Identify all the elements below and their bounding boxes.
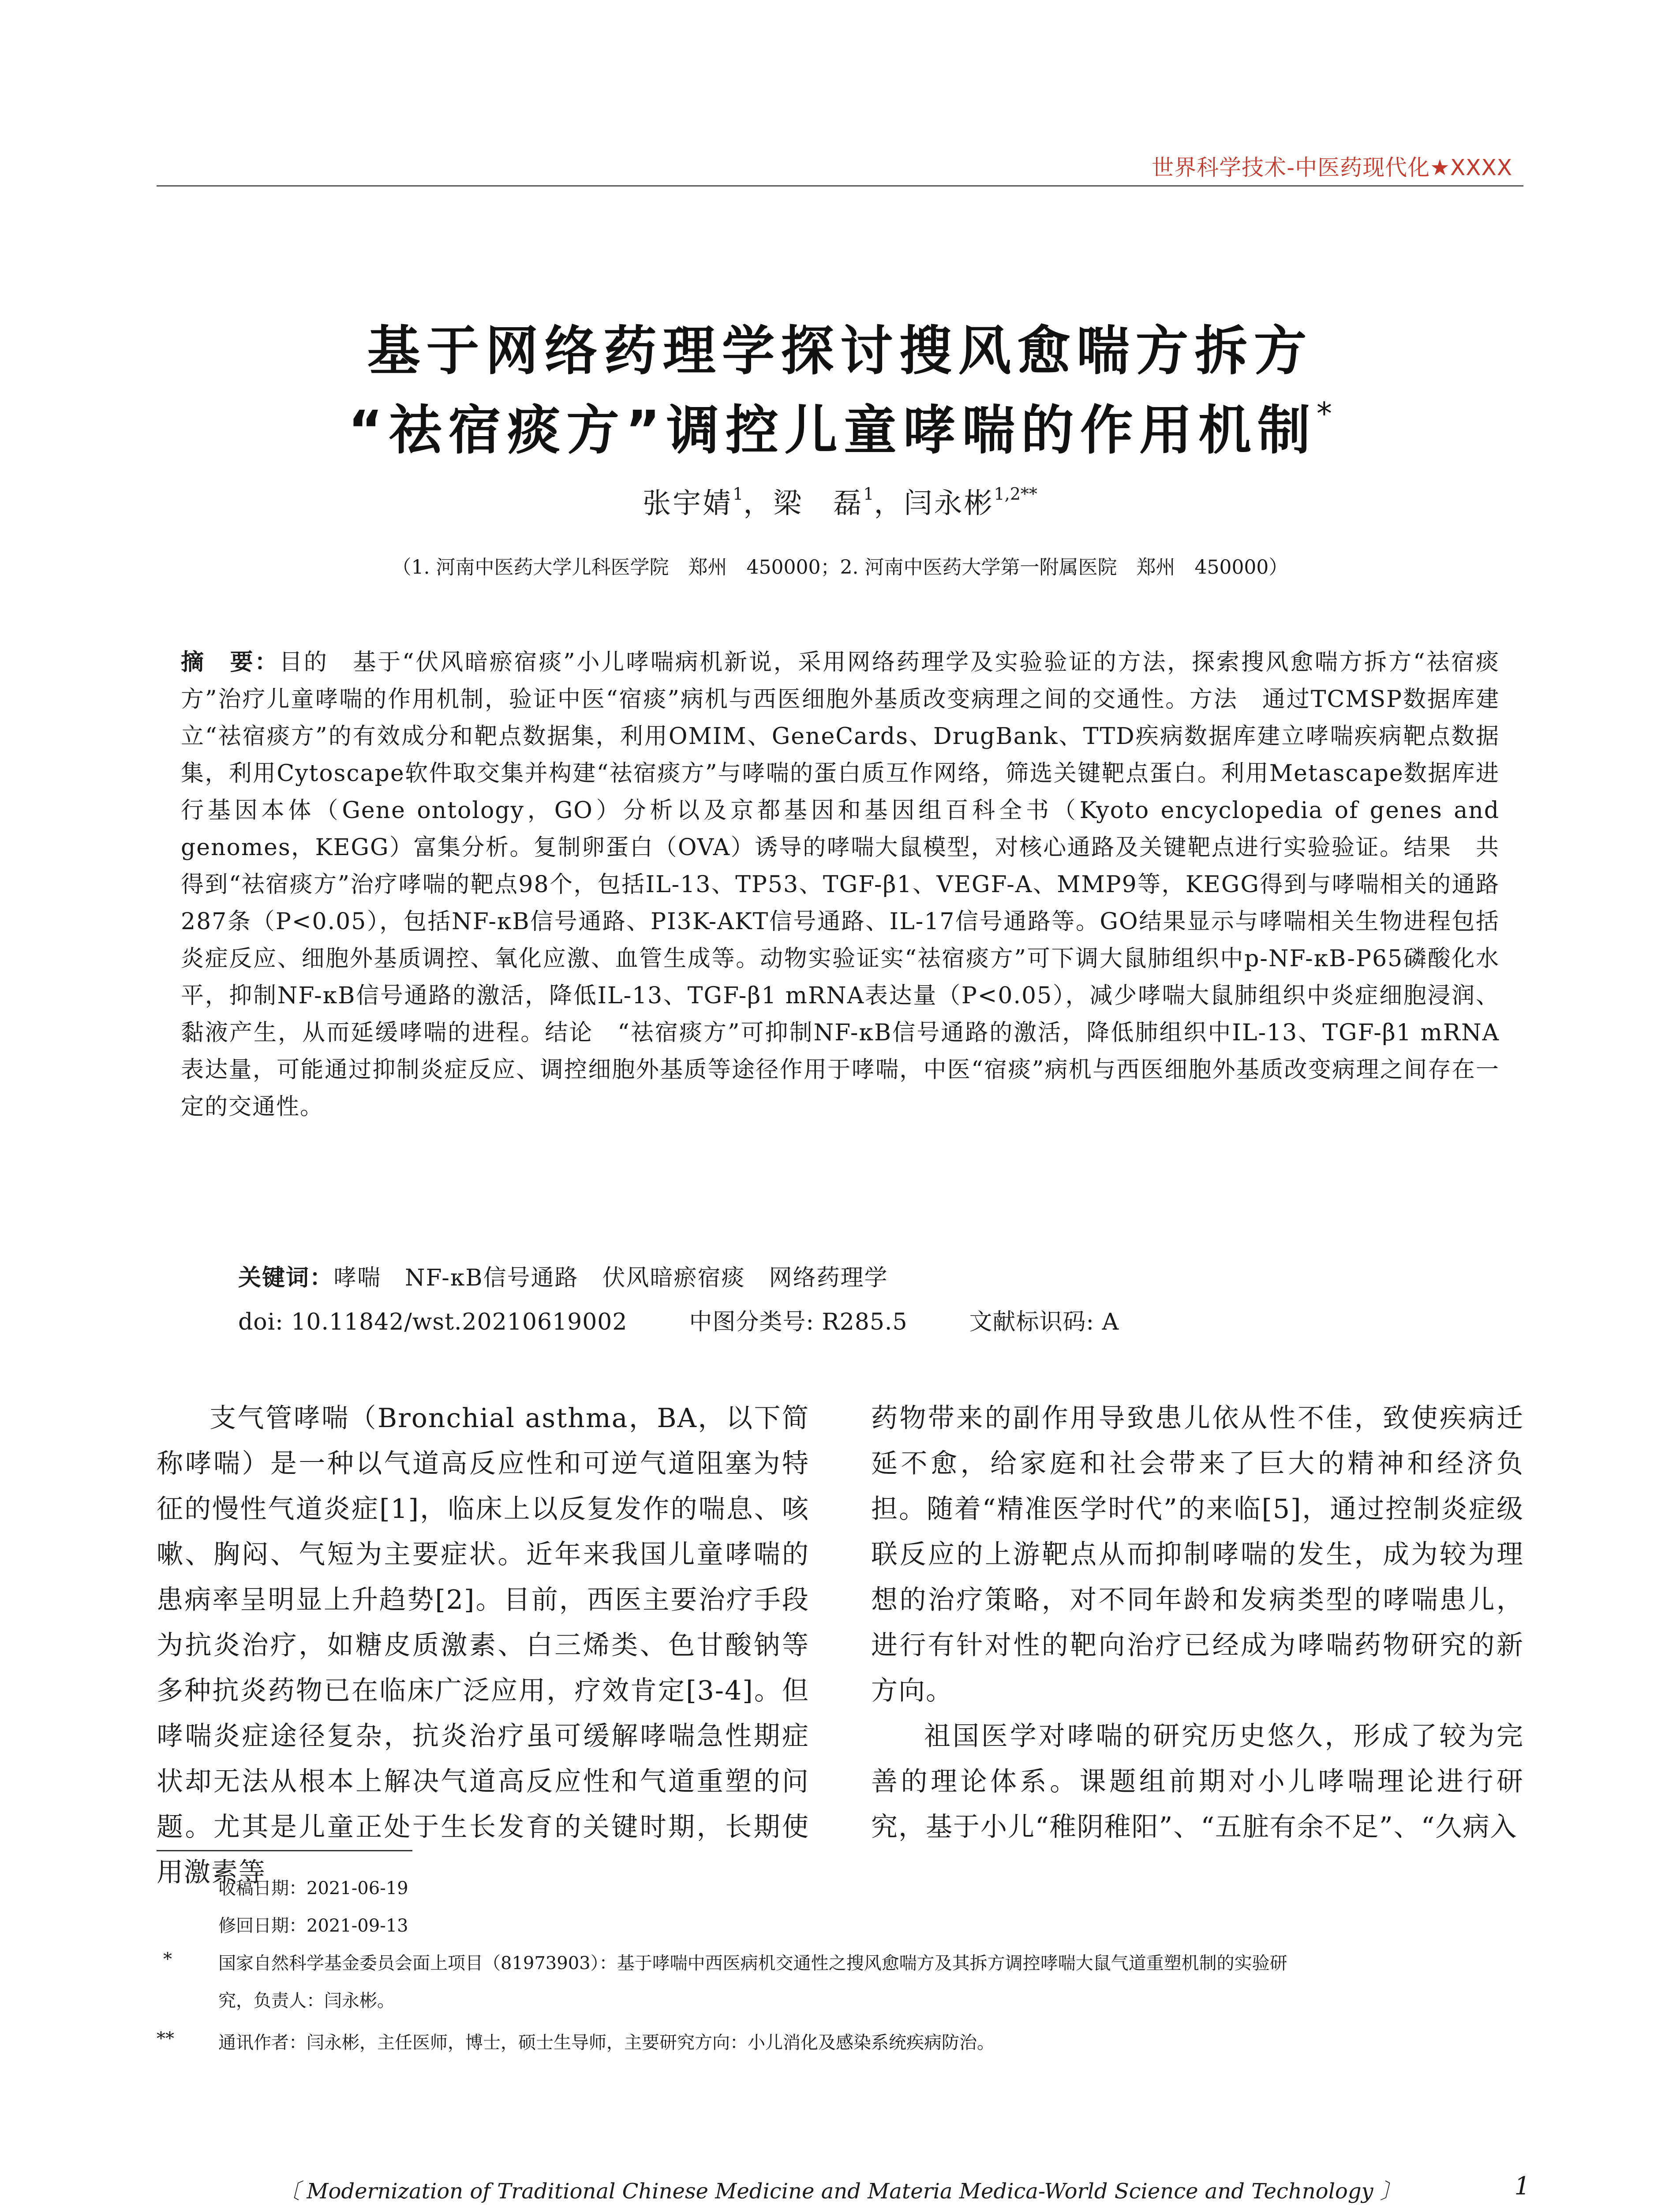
keywords-label: 关键词：: [238, 1265, 334, 1291]
abstract-text: 目的 基于“伏风暗瘀宿痰”小儿哮喘病机新说，采用网络药理学及实验验证的方法，探索搜风愈喘方拆方“祛宿痰方”治疗儿童哮喘的作用机制，验证中医“宿痰”病机与西医细胞外基质改变病理之间的交通性。方法 通过TCMSP数据库建立“祛宿痰方”的有效成分和靶点数据集，利用OMIM、GeneCards、DrugBank、TTD疾病数据库建立哮喘疾病靶点数据集，利用Cytoscape软件取交集并构建“祛宿痰方”与哮喘的蛋白质互作网络，筛选关键靶点蛋白。利用Metascape数据库进行基因本体（Gene ontology，GO）分析以及京都基因和基因组百科全书（Kyoto encyclopedia of genes and genomes，KEGG）富集分析。复制卵蛋白（OVA）诱导的哮喘大鼠模型，对核心通路及关键靶点进行实验验证。结果 共得到“祛宿痰方”治疗哮喘的靶点98个，包括IL-13、TP53、TGF-β1、VEGF-A、MMP9等，KEGG得到与哮喘相关的通路287条（P<0.05），包括NF-κB信号通路、PI3K-AKT信号通路、IL-17信号通路等。GO结果显示与哮喘相关生物进程包括炎症反应、细胞外基质调控、氧化应激、血管生成等。动物实验证实“祛宿痰方”可下调大鼠肺组织中p-NF-κB-P65磷酸化水平，抑制NF-κB信号通路的激活，降低IL-13、TGF-β1 mRNA表达量（P<0.05），减少哮喘大鼠肺组织中炎症细胞浸润、黏液产生，从而延缓哮喘的进程。结论 “祛宿痰方”可抑制NF-κB信号通路的激活，降低肺组织中IL-13、TGF-β1 mRNA表达量，可能通过抑制炎症反应、调控细胞外基质等途径作用于哮喘，中医“宿痰”病机与西医细胞外基质改变病理之间存在一定的交通性。: [181, 649, 1500, 1120]
body-column-left: [157, 1396, 809, 1895]
author-name: 闫永彬: [904, 487, 994, 520]
doi: doi: 10.11842/wst.20210619002: [238, 1309, 628, 1335]
abstract: [181, 644, 1500, 1125]
running-header-journal: 世界科学技术-中医药现代化★XXXX: [1152, 155, 1512, 180]
title-fund-mark: *: [1316, 396, 1332, 432]
page-number: 1: [1514, 2172, 1530, 2201]
body-paragraph: 支气管哮喘（Bronchial asthma，BA，以下简称哮喘）是一种以气道高反应性和可逆气道阻塞为特征的慢性气道炎症[1]，临床上以反复发作的喘息、咳嗽、胸闷、气短为主要症状。近年来我国儿童哮喘的患病率呈明显上升趋势[2]。目前，西医主要治疗手段为抗炎治疗，如糖皮质激素、白三烯类、色甘酸钠等多种抗炎药物已在临床广泛应用，疗效肯定[3-4]。但哮喘炎症途径复杂，抗炎治疗虽可缓解哮喘急性期症状却无法从根本上解决气道高反应性和气道重塑的问题。尤其是儿童正处于生长发育的关键时期，长期使用激素等: [157, 1403, 809, 1888]
clc-number: 中图分类号: R285.5: [689, 1309, 908, 1335]
keywords: [238, 1259, 888, 1292]
author-affil-sup: 1,2**: [994, 484, 1037, 504]
title-line-1: 基于网络药理学探讨搜风愈喘方拆方: [367, 321, 1313, 382]
affiliations: （1. 河南中医药大学儿科医学院 郑州 450000；2. 河南中医药大学第一附属医院 郑州 450000）: [392, 556, 1288, 579]
body-column-right: [871, 1396, 1524, 1850]
author-name: 张宇婧: [643, 487, 733, 520]
footnote-received: 收稿日期：2021-06-19: [218, 1878, 408, 1899]
footer-journal: 〔 Modernization of Traditional Chinese Medicine and Materia Medica-World Science and Technology 〕: [279, 2179, 1401, 2204]
footnote-fund-line-2: 究，负责人：闫永彬。: [218, 1991, 395, 2011]
abstract-label: 摘 要：: [181, 649, 280, 676]
footnote-revised: 修回日期：2021-09-13: [218, 1916, 408, 1936]
title-line-2-text: “祛宿痰方”调控儿童哮喘的作用机制: [348, 400, 1317, 461]
keywords-text: 哮喘 NF-κB信号通路 伏风暗瘀宿痰 网络药理学: [333, 1265, 888, 1291]
title-line-2: [0, 388, 1680, 464]
author-affil-sup: 1: [733, 484, 744, 504]
footnote-fund-line-1: 国家自然科学基金委员会面上项目（81973903）：基于哮喘中西医病机交通性之搜风愈喘方及其拆方调控哮喘大鼠气道重塑机制的实验研: [218, 1953, 1287, 1973]
doi-row: [238, 1303, 1181, 1336]
footnote-corr-mark: **: [157, 2029, 174, 2049]
author-name: 梁 磊: [773, 487, 864, 520]
author-affil-sup: 1: [863, 484, 874, 504]
footnote-correspondence: 通讯作者：闫永彬，主任医师，博士，硕士生导师，主要研究方向：小儿消化及感染系统疾病防治。: [218, 2033, 995, 2053]
body-paragraph: 药物带来的副作用导致患儿依从性不佳，致使疾病迁延不愈，给家庭和社会带来了巨大的精神和经济负担。随着“精准医学时代”的来临[5]，通过控制炎症级联反应的上游靶点从而抑制哮喘的发生，成为较为理想的治疗策略，对不同年龄和发病类型的哮喘患儿，进行有针对性的靶向治疗已经成为哮喘药物研究的新方向。: [871, 1403, 1524, 1706]
header-rule: [157, 185, 1523, 187]
author-list: 张宇婧$^1$，梁 磊$^1$，闫永彬$^{1,2**}$: [643, 484, 1037, 520]
footnote-rule: [157, 1850, 412, 1851]
document-code: 文献标识码: A: [969, 1309, 1119, 1335]
body-paragraph: 祖国医学对哮喘的研究历史悠久，形成了较为完善的理论体系。课题组前期对小儿哮喘理论进行研究，基于小儿“稚阴稚阳”、“五脏有余不足”、“久病入: [871, 1721, 1524, 1842]
footnote-fund-mark: *: [163, 1949, 172, 1970]
